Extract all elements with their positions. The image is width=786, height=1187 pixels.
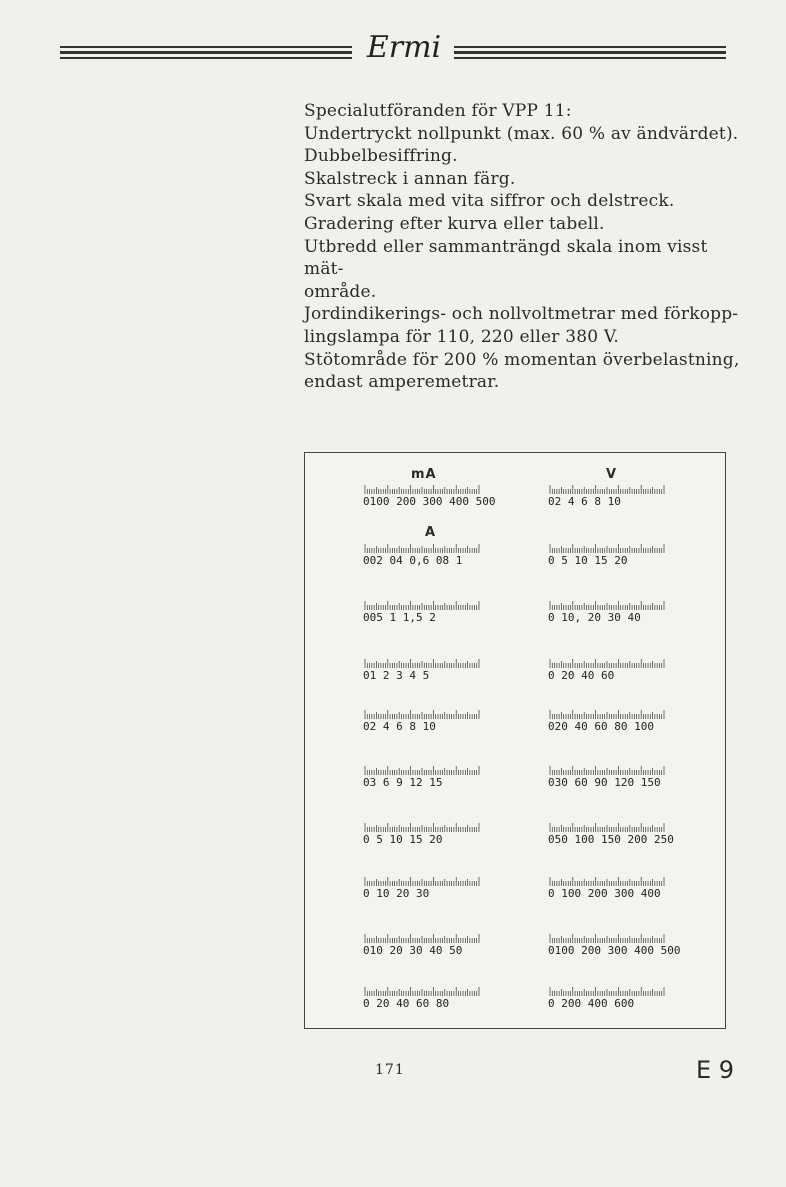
spec-line: Dubbelbesiffring. [304,146,458,167]
header-rule-right [454,46,726,58]
meter-scale [363,710,483,740]
unit-label-a: A [425,525,437,540]
scale-ticks [363,485,483,495]
meter-scale [363,766,483,796]
scale-ticks [363,823,483,833]
meter-scale [548,659,668,689]
meter-scale [363,987,483,1017]
scales-column-right [548,453,728,1028]
scale-ticks [548,987,668,997]
meter-scale [363,601,483,631]
scale-numbers: 030 60 90 120 150 [548,776,661,789]
scale-ticks [363,544,483,554]
meter-scale [548,601,668,631]
scale-numbers: 01 2 3 4 5 [363,669,430,682]
scale-ticks [548,823,668,833]
scale-numbers: 0 10, 20 30 40 [548,611,641,624]
scale-ticks [548,659,668,669]
scale-numbers: 02 4 6 8 10 [363,720,436,733]
scale-numbers: 010 20 30 40 50 [363,944,463,957]
meter-scale [363,877,483,907]
scale-numbers: 0 5 10 15 20 [548,554,628,567]
scale-ticks [548,544,668,554]
spec-line: Utbredd eller sammanträngd skala inom visst mät- [304,236,708,280]
scale-ticks [548,485,668,495]
spec-line: Stötområde för 200 % momentan överbelastning, [304,349,740,370]
meter-scale [548,987,668,1017]
scale-ticks [363,934,483,944]
meter-scale [548,485,668,515]
scale-numbers: 0 10 20 30 [363,887,430,900]
scale-ticks [363,659,483,669]
scale-numbers: 0100 200 300 400 500 [363,495,496,508]
spec-line: Svart skala med vita siffror och delstreck. [304,191,675,212]
spec-line: Specialutföranden för VPP 11: [304,101,572,121]
meter-scale [548,823,674,853]
scale-numbers: 002 04 0,6 08 1 [363,554,463,567]
scale-ticks [548,601,668,611]
scale-ticks [363,987,483,997]
unit-label-ma: mA [411,467,437,482]
meter-scale [548,877,668,907]
scale-numbers: 020 40 60 80 100 [548,720,654,733]
scale-ticks [363,877,483,887]
scale-numbers: 050 100 150 200 250 [548,833,674,846]
meter-scale [363,659,483,689]
scale-numbers: 0100 200 300 400 500 [548,944,681,957]
section-label: E 9 [696,1056,735,1084]
page-header [60,30,726,74]
scale-numbers: 0 200 400 600 [548,997,635,1010]
meter-scale [548,766,668,796]
spec-line: endast amperemetrar. [304,372,500,393]
meter-scale [363,934,483,964]
scale-ticks [548,710,668,720]
meter-scale [548,710,668,740]
meter-scale [363,485,496,515]
page-number: 171 [375,1062,405,1078]
spec-line: Jordindikerings- och nollvoltmetrar med förkopp- [304,304,739,325]
scale-numbers: 03 6 9 12 15 [363,776,443,789]
scale-ticks [548,934,668,944]
scale-ticks [363,710,483,720]
scale-numbers: 005 1 1,5 2 [363,611,436,624]
scale-numbers: 0 20 40 60 80 [363,997,450,1010]
meter-scale [548,544,668,574]
scale-numbers: 0 100 200 300 400 [548,887,661,900]
header-rule-left [60,46,352,58]
spec-line: Skalstreck i annan färg. [304,168,516,189]
spec-line: lingslampa för 110, 220 eller 380 V. [304,326,619,347]
unit-label-v: V [606,467,618,482]
meter-scale [363,544,483,574]
scale-numbers: 0 20 40 60 [548,669,615,682]
scales-column-left [363,453,543,1028]
meter-scale [363,823,483,853]
spec-line: Gradering efter kurva eller tabell. [304,213,605,234]
scale-ticks [363,601,483,611]
scale-numbers: 02 4 6 8 10 [548,495,621,508]
spec-line: Undertryckt nollpunkt (max. 60 % av ändvärdet). [304,123,739,144]
meter-scale [548,934,681,964]
scale-ticks [363,766,483,776]
scale-ticks [548,877,668,887]
scale-ticks [548,766,668,776]
scale-numbers: 0 5 10 15 20 [363,833,443,846]
brand-logo: Ermi [366,30,442,65]
meter-scales-panel [304,452,726,1029]
spec-line: område. [304,281,377,302]
specifications-text [304,100,744,394]
